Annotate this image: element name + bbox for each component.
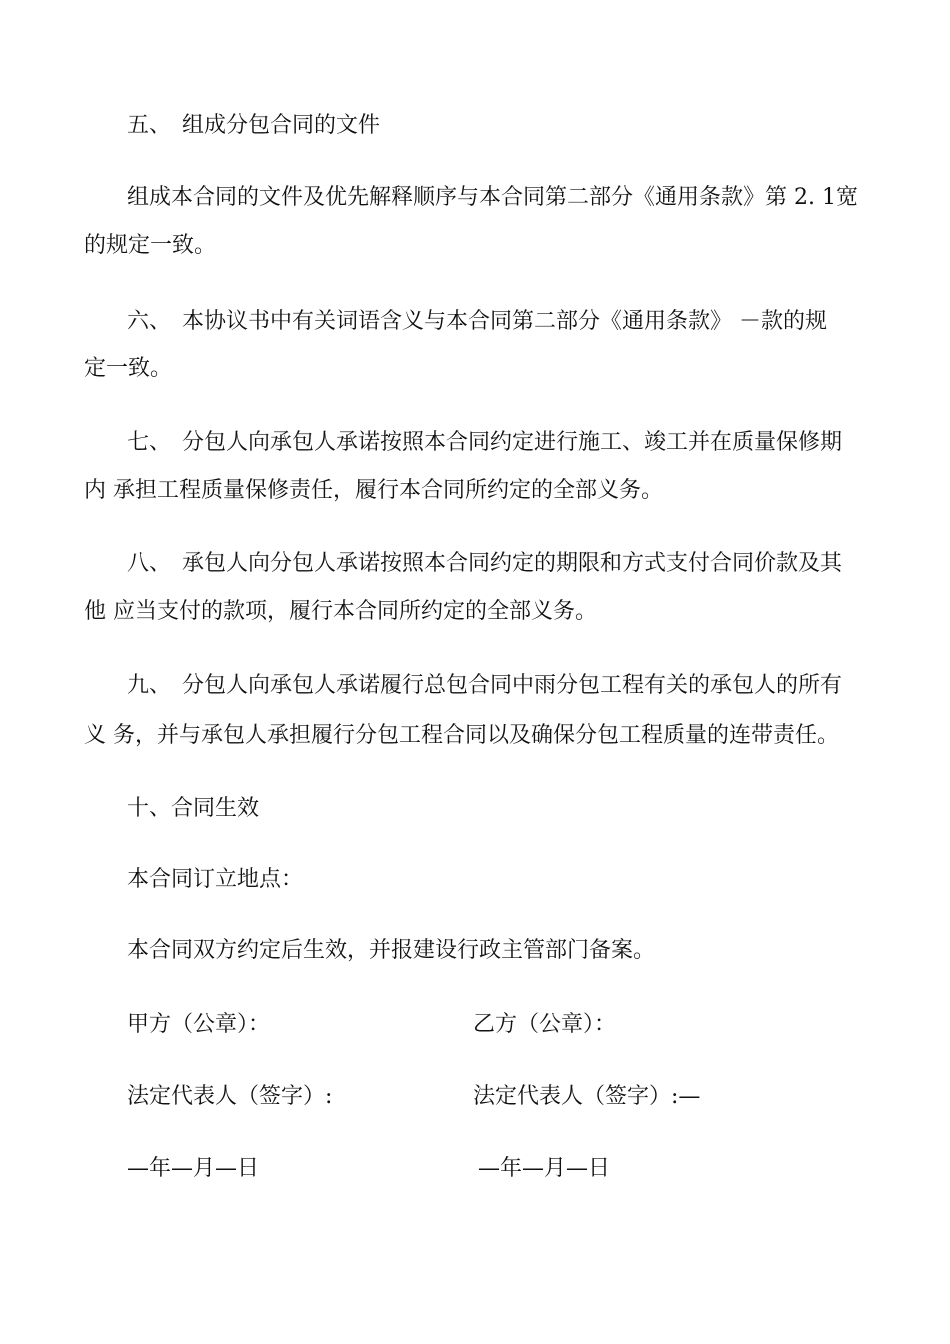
section-6-line-1: 六、 本协议书中有关词语含义与本合同第二部分《通用条款》 －款的规 bbox=[127, 309, 827, 334]
section-7-line-2: 内 承担工程质量保修责任，履行本合同所约定的全部义务。 bbox=[84, 478, 663, 503]
contract-place-line: 本合同订立地点： bbox=[127, 867, 304, 892]
section-10-heading: 十、合同生效 bbox=[127, 796, 260, 821]
section-5-body-line-1: 组成本合同的文件及优先解释顺序与本合同第二部分《通用条款》第 2. 1宽 bbox=[127, 185, 858, 210]
section-6-line-2: 定一致。 bbox=[84, 356, 173, 381]
section-9-line-2: 义 务，并与承包人承担履行分包工程合同以及确保分包工程质量的连带责任。 bbox=[84, 723, 839, 748]
party-b-representative: 法定代表人（签字）:— bbox=[473, 1084, 701, 1109]
party-a-seal: 甲方（公章）： bbox=[127, 1012, 271, 1037]
section-8-line-2: 他 应当支付的款项，履行本合同所约定的全部义务。 bbox=[84, 599, 597, 624]
party-b-date: —年—月—日 bbox=[478, 1156, 611, 1181]
party-a-date: —年—月—日 bbox=[127, 1156, 260, 1181]
section-5-heading: 五、 组成分包合同的文件 bbox=[127, 113, 381, 138]
section-7-line-1: 七、 分包人向承包人承诺按照本合同约定进行施工、竣工并在质量保修期 bbox=[127, 430, 843, 455]
section-9-line-1: 九、 分包人向承包人承诺履行总包合同中雨分包工程有关的承包人的所有 bbox=[127, 673, 843, 698]
section-5-body-line-2: 的规定一致。 bbox=[84, 233, 217, 258]
section-8-line-1: 八、 承包人向分包人承诺按照本合同约定的期限和方式支付合同价款及其 bbox=[127, 551, 843, 576]
party-a-representative: 法定代表人（签字）: bbox=[127, 1084, 333, 1109]
party-b-seal: 乙方（公章）： bbox=[473, 1012, 617, 1037]
contract-effect-line: 本合同双方约定后生效，并报建设行政主管部门备案。 bbox=[127, 938, 656, 963]
